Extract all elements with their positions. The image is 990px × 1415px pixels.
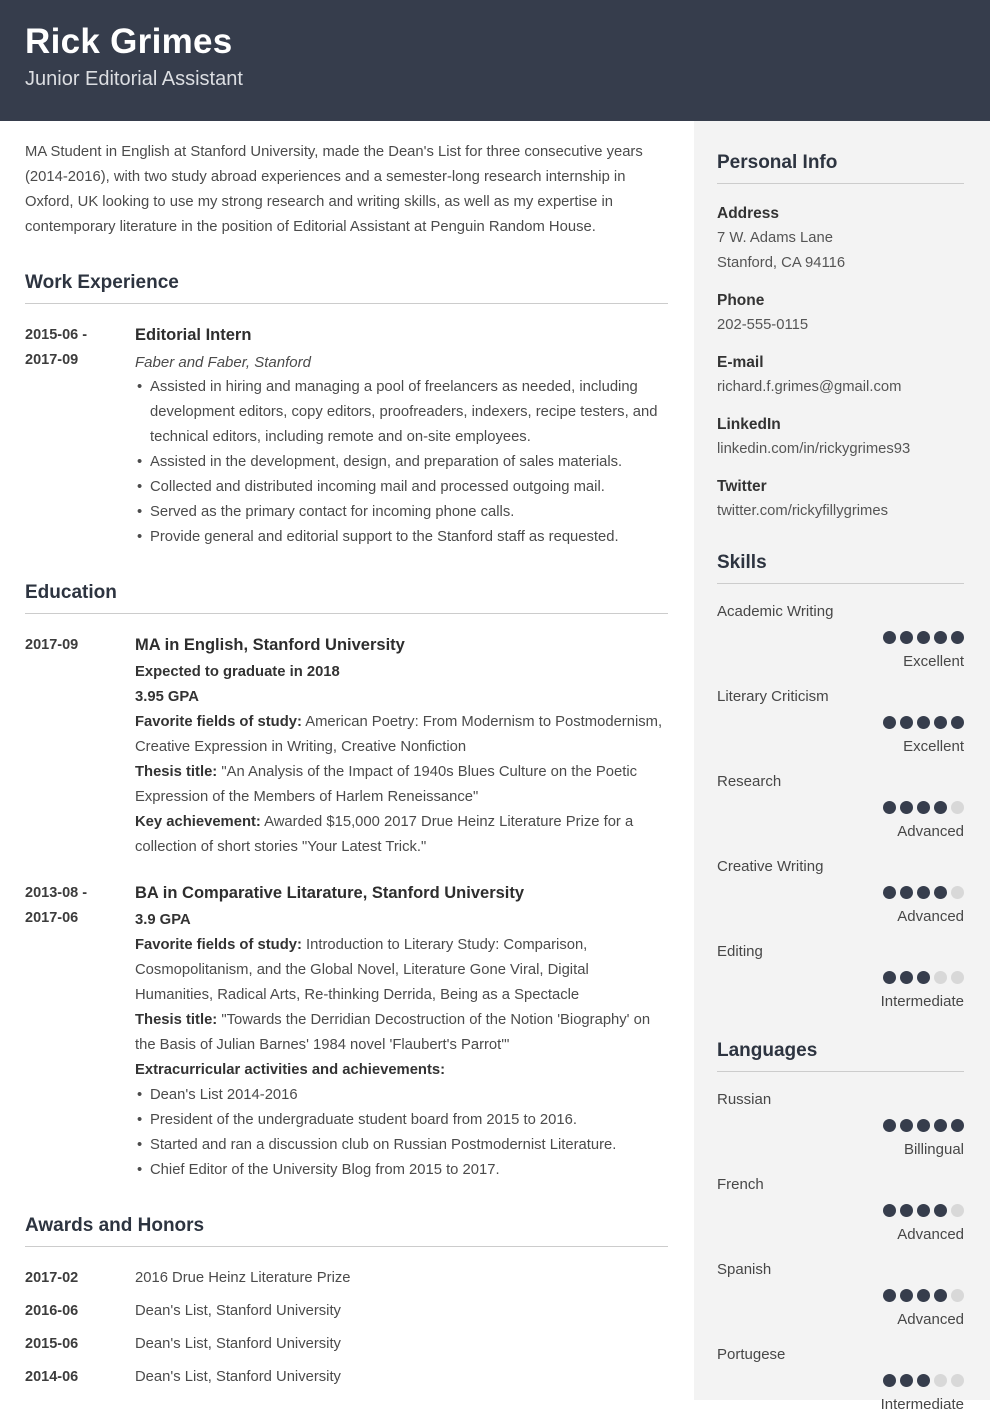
education-detail-line bbox=[135, 685, 668, 710]
work-entry-body bbox=[135, 323, 668, 550]
skill-rating-dots bbox=[717, 801, 964, 816]
rating-dot-icon bbox=[917, 716, 930, 729]
education-entry-body bbox=[135, 881, 668, 1183]
rating-dot-icon bbox=[883, 886, 896, 899]
rating-dot-icon bbox=[934, 1374, 947, 1387]
rating-dot-icon bbox=[883, 801, 896, 814]
education-detail-line: Key achievement: Awarded $15,000 2017 Drue Heinz Literature Prize for a collection of short stories "Your Latest Trick." bbox=[135, 814, 634, 855]
rating-dot-icon bbox=[934, 716, 947, 729]
education-entry-dates bbox=[25, 633, 135, 860]
education-detail-line: Thesis title: "Towards the Derridian Decostruction of the Notion 'Biography' on the Basis of Julian Barnes' 1984 novel 'Flaubert's Parrot'" bbox=[135, 1012, 651, 1053]
rating-dot-icon bbox=[917, 971, 930, 984]
language-item bbox=[717, 1089, 964, 1160]
person-job-title: Junior Editorial Assistant bbox=[25, 68, 243, 90]
work-bullet-list bbox=[135, 375, 668, 550]
skill-level-label: Excellent bbox=[903, 653, 964, 670]
awards-rows bbox=[25, 1266, 668, 1390]
award-date: 2016-06 bbox=[25, 1303, 79, 1319]
personal-info-heading: Personal Info bbox=[717, 152, 964, 184]
rating-dot-icon bbox=[900, 631, 913, 644]
skill-item bbox=[717, 601, 964, 672]
work-entry-dates bbox=[25, 323, 135, 550]
work-entry-subtitle: Faber and Faber, Stanford bbox=[135, 354, 311, 371]
education-detail-label: Thesis title: bbox=[135, 1012, 218, 1028]
award-text: Dean's List, Stanford University bbox=[135, 1369, 341, 1385]
rating-dot-icon bbox=[917, 801, 930, 814]
rating-dot-icon bbox=[934, 631, 947, 644]
language-item bbox=[717, 1344, 964, 1415]
personal-info-label: Address bbox=[717, 205, 780, 222]
skill-rating-dots bbox=[717, 631, 964, 646]
work-bullet: • Assisted in hiring and managing a pool of freelancers as needed, including development editors, copy editors, proofreaders, indexers, recipe testers, and technical editors, including remote and on-site employees. bbox=[135, 375, 668, 450]
rating-dot-icon bbox=[900, 801, 913, 814]
personal-info-label: LinkedIn bbox=[717, 416, 781, 433]
education-detail-label: Key achievement: bbox=[135, 814, 261, 830]
personal-info-value: linkedin.com/in/rickygrimes93 bbox=[717, 441, 911, 457]
languages-heading: Languages bbox=[717, 1040, 964, 1072]
education-bullet: • Dean's List 2014-2016 bbox=[135, 1083, 668, 1108]
personal-info-list bbox=[717, 201, 964, 524]
award-row bbox=[25, 1266, 668, 1291]
personal-info-item bbox=[717, 412, 964, 462]
skill-name: Editing bbox=[717, 943, 763, 960]
award-row bbox=[25, 1365, 668, 1390]
rating-dot-icon bbox=[951, 971, 964, 984]
language-name: Portugese bbox=[717, 1346, 786, 1363]
education-detail-label: Extracurricular activities and achievements: bbox=[135, 1062, 446, 1078]
personal-info-item bbox=[717, 350, 964, 400]
language-item bbox=[717, 1174, 964, 1245]
education-entry bbox=[25, 633, 668, 860]
sidebar bbox=[694, 121, 990, 1413]
language-level-label: Advanced bbox=[897, 1311, 964, 1328]
rating-dot-icon bbox=[951, 631, 964, 644]
resume-header bbox=[0, 0, 990, 121]
rating-dot-icon bbox=[883, 1119, 896, 1132]
personal-info-label: Phone bbox=[717, 292, 765, 309]
language-name: French bbox=[717, 1176, 764, 1193]
education-detail-label: Favorite fields of study: bbox=[135, 937, 302, 953]
rating-dot-icon bbox=[900, 1204, 913, 1217]
education-entry-dates bbox=[25, 881, 135, 1183]
education-bullet: • President of the undergraduate student board from 2015 to 2016. bbox=[135, 1108, 668, 1133]
skill-name: Creative Writing bbox=[717, 858, 824, 875]
education-entry-date-line: 2017-06 bbox=[25, 910, 79, 926]
rating-dot-icon bbox=[900, 1289, 913, 1302]
rating-dot-icon bbox=[883, 1374, 896, 1387]
rating-dot-icon bbox=[934, 886, 947, 899]
rating-dot-icon bbox=[900, 886, 913, 899]
education-entry-title: MA in English, Stanford University bbox=[135, 636, 405, 654]
award-row bbox=[25, 1332, 668, 1357]
language-rating-dots bbox=[717, 1119, 964, 1134]
skills-list bbox=[717, 601, 964, 1012]
education-detail-line bbox=[135, 660, 668, 685]
languages-list bbox=[717, 1089, 964, 1415]
rating-dot-icon bbox=[917, 631, 930, 644]
education-detail-line bbox=[135, 1058, 668, 1083]
rating-dot-icon bbox=[900, 1374, 913, 1387]
rating-dot-icon bbox=[951, 886, 964, 899]
skill-item bbox=[717, 856, 964, 927]
skill-rating-dots bbox=[717, 716, 964, 731]
rating-dot-icon bbox=[951, 1374, 964, 1387]
rating-dot-icon bbox=[917, 1289, 930, 1302]
personal-info-item bbox=[717, 288, 964, 338]
skill-name: Literary Criticism bbox=[717, 688, 829, 705]
education-detail-line: Favorite fields of study: Introduction to Literary Study: Comparison, Cosmopolitanism, and the Global Novel, Literature Gone Viral, Digital Humanities, Radical Arts, Re-thinking Derrida, Being as a Spectacle bbox=[135, 937, 589, 1003]
rating-dot-icon bbox=[951, 1119, 964, 1132]
language-rating-dots bbox=[717, 1204, 964, 1219]
rating-dot-icon bbox=[917, 1204, 930, 1217]
award-date: 2015-06 bbox=[25, 1336, 79, 1352]
education-heading: Education bbox=[25, 582, 668, 614]
education-detail-line: Favorite fields of study: American Poetry: From Modernism to Postmodernism, Creative Expression in Writing, Creative Nonfiction bbox=[135, 714, 663, 755]
rating-dot-icon bbox=[900, 716, 913, 729]
education-detail-label: 3.95 GPA bbox=[135, 689, 199, 705]
skill-item bbox=[717, 771, 964, 842]
skill-level-label: Advanced bbox=[897, 908, 964, 925]
language-level-label: Billingual bbox=[903, 1141, 964, 1158]
rating-dot-icon bbox=[917, 1374, 930, 1387]
rating-dot-icon bbox=[934, 1289, 947, 1302]
language-name: Russian bbox=[717, 1091, 772, 1108]
rating-dot-icon bbox=[917, 1119, 930, 1132]
skill-item bbox=[717, 686, 964, 757]
personal-info-value: twitter.com/rickyfillygrimes bbox=[717, 503, 889, 519]
work-entry-date-line: 2017-09 bbox=[25, 352, 79, 368]
education-entries bbox=[25, 633, 668, 1183]
rating-dot-icon bbox=[951, 716, 964, 729]
award-row bbox=[25, 1299, 668, 1324]
rating-dot-icon bbox=[951, 801, 964, 814]
skill-name: Academic Writing bbox=[717, 603, 834, 620]
rating-dot-icon bbox=[900, 971, 913, 984]
skill-rating-dots bbox=[717, 886, 964, 901]
main-column bbox=[0, 121, 694, 1400]
skill-item bbox=[717, 941, 964, 1012]
rating-dot-icon bbox=[883, 631, 896, 644]
content-columns bbox=[0, 121, 990, 1413]
rating-dot-icon bbox=[934, 1204, 947, 1217]
education-bullet: • Started and ran a discussion club on Russian Postmodernist Literature. bbox=[135, 1133, 668, 1158]
language-level-label: Advanced bbox=[897, 1226, 964, 1243]
skill-level-label: Advanced bbox=[897, 823, 964, 840]
education-bullet: • Chief Editor of the University Blog from 2015 to 2017. bbox=[135, 1158, 668, 1183]
skill-level-label: Excellent bbox=[903, 738, 964, 755]
award-text: Dean's List, Stanford University bbox=[135, 1336, 341, 1352]
language-name: Spanish bbox=[717, 1261, 772, 1278]
personal-info-value: 202-555-0115 bbox=[717, 317, 809, 333]
rating-dot-icon bbox=[883, 716, 896, 729]
language-rating-dots bbox=[717, 1374, 964, 1389]
awards-heading: Awards and Honors bbox=[25, 1215, 668, 1247]
education-entry bbox=[25, 881, 668, 1183]
education-entry-date-line: 2017-09 bbox=[25, 637, 79, 653]
work-entries bbox=[25, 323, 668, 550]
work-experience-heading: Work Experience bbox=[25, 272, 668, 304]
rating-dot-icon bbox=[883, 1289, 896, 1302]
personal-info-item bbox=[717, 201, 964, 276]
rating-dot-icon bbox=[883, 1204, 896, 1217]
award-text: Dean's List, Stanford University bbox=[135, 1303, 341, 1319]
work-bullet: • Collected and distributed incoming mail and processed outgoing mail. bbox=[135, 475, 668, 500]
education-detail-label: 3.9 GPA bbox=[135, 912, 191, 928]
education-detail-label: Expected to graduate in 2018 bbox=[135, 664, 340, 680]
language-rating-dots bbox=[717, 1289, 964, 1304]
rating-dot-icon bbox=[883, 971, 896, 984]
award-date: 2017-02 bbox=[25, 1270, 79, 1286]
rating-dot-icon bbox=[951, 1289, 964, 1302]
skill-rating-dots bbox=[717, 971, 964, 986]
education-detail-label: Favorite fields of study: bbox=[135, 714, 302, 730]
person-name: Rick Grimes bbox=[25, 22, 233, 61]
skills-heading: Skills bbox=[717, 552, 964, 584]
education-entry-date-line: 2013-08 - bbox=[25, 885, 88, 901]
language-level-label: Intermediate bbox=[880, 1396, 964, 1413]
personal-info-label: E-mail bbox=[717, 354, 764, 371]
personal-info-value: 7 W. Adams Lane bbox=[717, 230, 833, 246]
award-date: 2014-06 bbox=[25, 1369, 79, 1385]
skill-level-label: Intermediate bbox=[880, 993, 964, 1010]
rating-dot-icon bbox=[934, 971, 947, 984]
education-entry-title: BA in Comparative Litarature, Stanford University bbox=[135, 884, 525, 902]
rating-dot-icon bbox=[951, 1204, 964, 1217]
work-bullet: • Assisted in the development, design, and preparation of sales materials. bbox=[135, 450, 668, 475]
education-detail-line bbox=[135, 908, 668, 933]
personal-info-value: Stanford, CA 94116 bbox=[717, 255, 846, 271]
work-entry-title: Editorial Intern bbox=[135, 326, 252, 344]
rating-dot-icon bbox=[934, 1119, 947, 1132]
education-detail-label: Thesis title: bbox=[135, 764, 218, 780]
work-entry-date-line: 2015-06 - bbox=[25, 327, 88, 343]
language-item bbox=[717, 1259, 964, 1330]
work-entry bbox=[25, 323, 668, 550]
rating-dot-icon bbox=[917, 886, 930, 899]
rating-dot-icon bbox=[900, 1119, 913, 1132]
award-text: 2016 Drue Heinz Literature Prize bbox=[135, 1270, 351, 1286]
education-detail-line: Thesis title: "An Analysis of the Impact of 1940s Blues Culture on the Poetic Expression of the Members of Harlem Reneissance" bbox=[135, 764, 638, 805]
personal-info-item bbox=[717, 474, 964, 524]
summary-paragraph: MA Student in English at Stanford University, made the Dean's List for three consecutive years (2014-2016), with two study abroad experiences and a semester-long research internship in Oxford, UK looking to use my strong research and writing skills, as well as my expertise in contemporary literature in the position of Editorial Assistant at Penguin Random House. bbox=[25, 144, 643, 235]
education-entry-body bbox=[135, 633, 668, 860]
skill-name: Research bbox=[717, 773, 782, 790]
personal-info-label: Twitter bbox=[717, 478, 767, 495]
work-bullet: • Provide general and editorial support to the Stanford staff as requested. bbox=[135, 525, 668, 550]
rating-dot-icon bbox=[934, 801, 947, 814]
education-bullet-list bbox=[135, 1083, 668, 1183]
personal-info-value: richard.f.grimes@gmail.com bbox=[717, 379, 902, 395]
work-bullet: • Served as the primary contact for incoming phone calls. bbox=[135, 500, 668, 525]
